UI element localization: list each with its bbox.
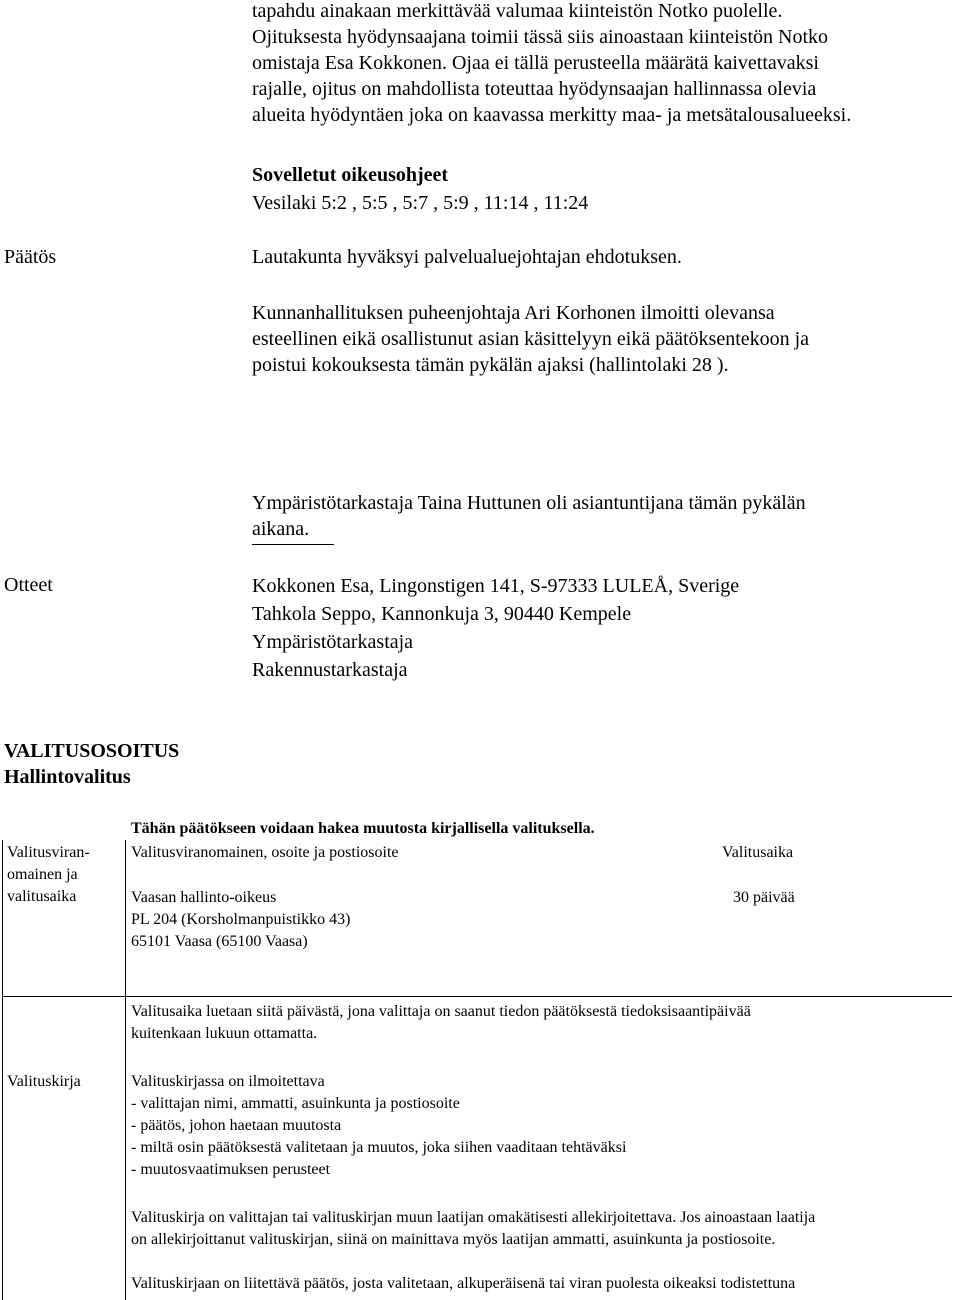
text-line: aikana. <box>252 518 310 540</box>
list-item: Valituskirjassa on ilmoitettava <box>131 1073 325 1090</box>
text-line: tapahdu ainakaan merkittävää valumaa kiinteistön Notko puolelle. <box>252 0 783 22</box>
text-line: esteellinen eikä osallistunut asian käsittelyyn eikä päätöksentekoon ja <box>252 328 810 350</box>
time-note <box>131 1001 751 1045</box>
address-line: 65101 Vaasa (65100 Vaasa) <box>131 933 308 950</box>
text-line: Ojituksesta hyödynsaajana toimii tässä siis ainoastaan kiinteistön Notko <box>252 26 829 48</box>
table-column-divider <box>125 840 126 1300</box>
text-line: omistaja Esa Kokkonen. Ojaa ei tällä perusteella määrätä kaivettavaksi <box>252 52 819 74</box>
list-item: - miltä osin päätöksestä valitetaan ja muutos, joka siihen vaaditaan tehtäväksi <box>131 1139 627 1156</box>
extracts-label: Otteet <box>4 574 53 596</box>
signature-note <box>131 1207 815 1251</box>
authority-address <box>131 887 350 953</box>
list-item: Kokkonen Esa, Lingonstigen 141, S-97333 LULEÅ, Sverige <box>252 575 740 597</box>
text-line: rajalle, ojitus on mahdollista toteuttaa hyödynsaajan hallinnassa olevia <box>252 78 817 100</box>
label-line: valitusaika <box>7 888 77 905</box>
attachment-note: Valituskirjaan on liitettävä päätös, josta valitetaan, alkuperäisenä tai viran puolesta oikeaksi todistettuna <box>131 1275 796 1292</box>
list-item: - päätös, johon haetaan muutosta <box>131 1117 342 1134</box>
text-line: poistui kokouksesta tämän pykälän ajaksi (hallintolaki 28 ). <box>252 354 729 376</box>
list-item: Ympäristötarkastaja <box>252 631 414 653</box>
intro-paragraph <box>252 0 952 128</box>
address-line: PL 204 (Korsholmanpuistikko 43) <box>131 911 351 928</box>
text-line: kuitenkaan lukuun ottamatta. <box>131 1025 318 1042</box>
divider <box>252 544 334 545</box>
decision-label: Päätös <box>4 246 57 268</box>
disqualification-paragraph <box>252 300 952 378</box>
authority-column-header: Valitusviranomainen, osoite ja postiosoite <box>131 844 399 861</box>
expert-note <box>252 490 952 542</box>
address-line: Vaasan hallinto-oikeus <box>131 889 277 906</box>
letter-items <box>131 1071 626 1181</box>
text-line: Kunnanhallituksen puheenjohtaja Ari Korhonen ilmoitti olevansa <box>252 302 775 324</box>
list-item: - valittajan nimi, ammatti, asuinkunta ja postiosoite <box>131 1095 460 1112</box>
list-item: Rakennustarkastaja <box>252 659 408 681</box>
text-line: on allekirjoittanut valituskirjan, siinä on mainittava myös laatijan ammatti, asuinkunta ja postiosoite. <box>131 1231 776 1248</box>
text-line: Valitusaika luetaan siitä päivästä, jona valittaja on saanut tiedon päätöksestä tiedoksisaantipäivää <box>131 1003 751 1020</box>
appeal-intro: Tähän päätökseen voidaan hakea muutosta kirjallisella valituksella. <box>131 820 595 837</box>
appeal-title: VALITUSOSOITUS <box>4 740 180 762</box>
extracts-list <box>252 572 952 684</box>
list-item: Tahkola Seppo, Kannonkuja 3, 90440 Kempele <box>252 603 632 625</box>
text-line: Ympäristötarkastaja Taina Huttunen oli asiantuntijana tämän pykälän <box>252 492 806 514</box>
decision-text: Lautakunta hyväksyi palvelualuejohtajan ehdotuksen. <box>252 246 682 268</box>
table-left-border <box>2 840 3 1300</box>
text-line: alueita hyödyntäen joka on kaavassa merkitty maa- ja metsätalousalueeksi. <box>252 104 852 126</box>
list-item: - muutosvaatimuksen perusteet <box>131 1161 331 1178</box>
authority-label <box>7 842 90 908</box>
legal-heading: Sovelletut oikeusohjeet <box>252 164 449 186</box>
legal-references: Vesilaki 5:2 , 5:5 , 5:7 , 5:9 , 11:14 , 11:24 <box>252 192 589 214</box>
appeal-time-value: 30 päivää <box>733 889 795 906</box>
letter-label: Valituskirja <box>7 1073 81 1090</box>
table-row-divider <box>2 996 952 997</box>
label-line: omainen ja <box>7 866 78 883</box>
appeal-subtitle: Hallintovalitus <box>4 766 131 788</box>
label-line: Valitusviran- <box>7 844 90 861</box>
time-column-header: Valitusaika <box>722 844 794 861</box>
text-line: Valituskirja on valittajan tai valituskirjan muun laatijan omakätisesti allekirjoitettava. Jos ainoastaan laatija <box>131 1209 816 1226</box>
